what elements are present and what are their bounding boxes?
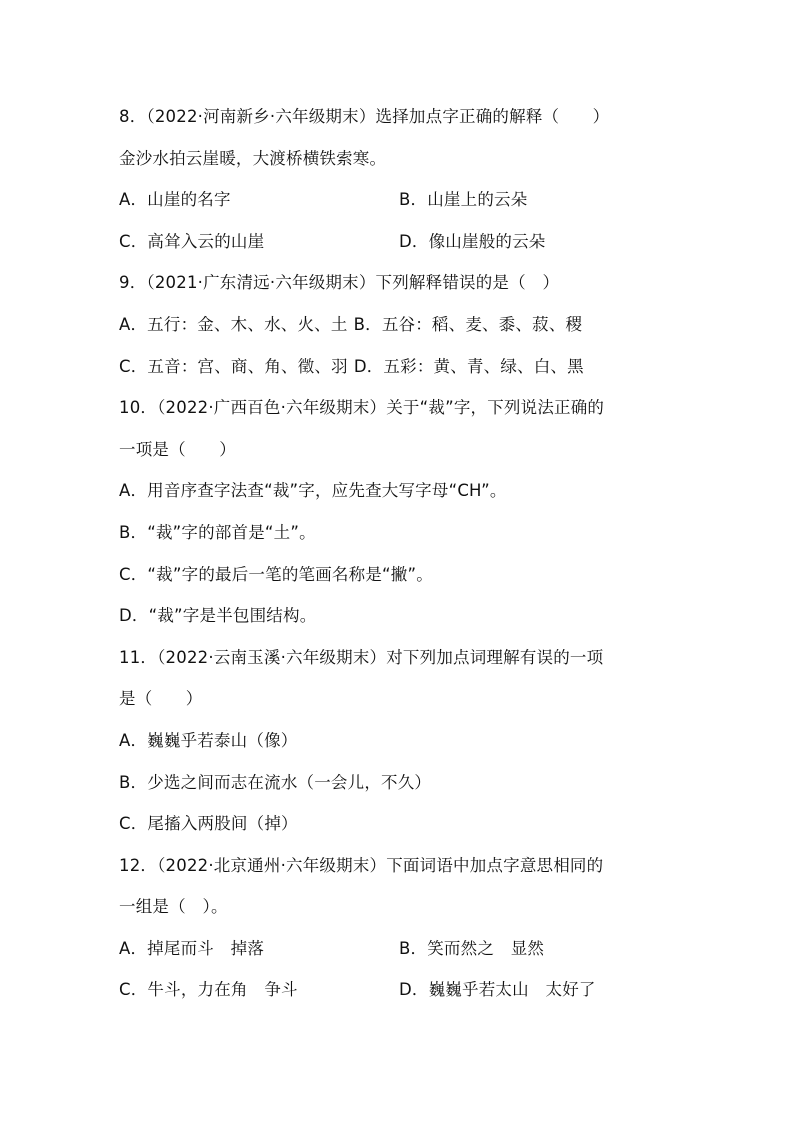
question-9-option-c[interactable]: C．五音：宫、商、角、徵、羽 [119, 356, 348, 376]
question-8-option-b[interactable]: B．山崖上的云朵 [399, 190, 528, 210]
question-8-option-a[interactable]: A．山崖的名字 [119, 190, 231, 210]
question-10-option-b[interactable]: B．“裁”字的部首是“土”。 [119, 522, 316, 542]
exam-page [119, 96, 689, 1011]
question-9-option-d[interactable]: D．五彩：黄、青、绿、白、黑 [353, 356, 584, 376]
question-8-quote: 金沙水拍云崖暖，大渡桥横铁索寒。 [119, 148, 387, 168]
question-8-options-row-2 [119, 221, 689, 263]
question-12-options-row-2 [119, 969, 689, 1011]
question-11-option-c[interactable]: C．尾搐入两股间（掉） [119, 814, 298, 834]
question-12-option-a[interactable]: A．掉尾而斗 掉落 [119, 938, 265, 958]
question-9-option-a[interactable]: A．五行：金、木、水、火、土 [119, 314, 348, 334]
question-10-option-a[interactable]: A．用音序查字法查“裁”字，应先查大写字母“CH”。 [119, 481, 507, 501]
question-10-option-d[interactable]: D．“裁”字是半包围结构。 [119, 606, 317, 626]
question-8-options-row-1 [119, 179, 689, 221]
question-8-option-c[interactable]: C．高耸入云的山崖 [119, 231, 265, 251]
question-9-stem: 9．（2021·广东清远·六年级期末）下列解释错误的是（ ） [119, 273, 560, 293]
question-11-option-a[interactable]: A．巍巍乎若泰山（像） [119, 730, 298, 750]
question-11-option-b[interactable]: B．少选之间而志在流水（一会儿，不久） [119, 772, 432, 792]
question-8-stem: 8．（2022·河南新乡·六年级期末）选择加点字正确的解释（ ） [119, 107, 610, 126]
question-10-stem-line-2: 一项是（ ） [119, 439, 236, 459]
question-11-stem-line-2: 是（ ） [119, 689, 203, 709]
question-12-option-d[interactable]: D．巍巍乎若太山 太好了 [399, 980, 596, 1000]
question-12-options-row-1 [119, 928, 689, 970]
question-10-stem-line-1: 10．（2022·广西百色·六年级期末）关于“裁”字，下列说法正确的 [119, 398, 605, 418]
question-11-stem-line-1: 11．（2022·云南玉溪·六年级期末）对下列加点词理解有误的一项 [119, 647, 604, 667]
question-9-options-row-1 [119, 304, 689, 346]
question-12-option-b[interactable]: B．笑而然之 显然 [399, 938, 545, 958]
question-9-options-row-2 [119, 346, 689, 388]
question-9-option-b[interactable]: B．五谷：稻、麦、黍、菽、稷 [353, 314, 583, 334]
question-10-option-c[interactable]: C．“裁”字的最后一笔的笔画名称是“撇”。 [119, 564, 433, 584]
question-12-stem-line-2: 一组是（ ）。 [119, 897, 228, 917]
question-12-option-c[interactable]: C．牛斗，力在角 争斗 [119, 980, 298, 1000]
question-8-option-d[interactable]: D．像山崖般的云朵 [399, 231, 546, 251]
question-12-stem-line-1: 12．（2022·北京通州·六年级期末）下面词语中加点字意思相同的 [119, 855, 604, 875]
